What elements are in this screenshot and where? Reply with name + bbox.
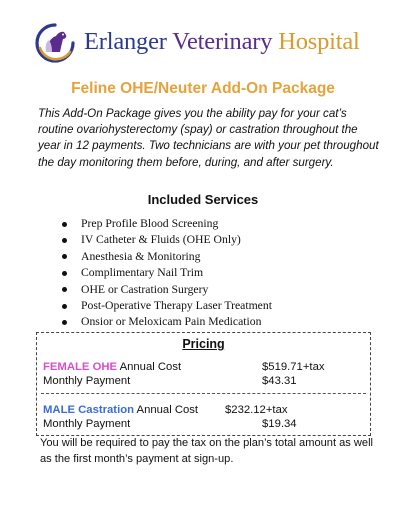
female-annual-value: $519.71+tax <box>262 361 325 373</box>
service-label: Anesthesia & Monitoring <box>81 249 201 263</box>
services-list <box>62 216 272 331</box>
pricing-separator <box>41 393 366 394</box>
service-label: IV Catheter & Fluids (OHE Only) <box>81 233 241 247</box>
hospital-name-word-2: Veterinary <box>172 28 273 55</box>
female-annual-label: Annual Cost <box>119 361 182 373</box>
female-annual-row <box>43 361 181 373</box>
pricing-box <box>36 332 371 436</box>
male-annual-row <box>43 404 198 416</box>
intro-paragraph: This Add-On Package gives you the ability pay for your cat’s routine ovariohysterectomy (spay) or castration throughout the year in 12 payments. Two technicians are with your pet throughout the day monitoring them before, during, and after surgery. <box>38 107 379 169</box>
bullet-icon <box>62 254 67 259</box>
pricing-heading: Pricing <box>182 337 225 351</box>
bullet-icon <box>62 287 67 292</box>
service-label: OHE or Castration Surgery <box>81 282 209 296</box>
male-castration-label: MALE Castration <box>43 404 135 416</box>
male-annual-label: Annual Cost <box>136 404 199 416</box>
bullet-icon <box>62 271 67 276</box>
services-heading: Included Services <box>147 192 259 207</box>
hospital-name-word-1: Erlanger <box>84 28 167 55</box>
male-monthly-value: $19.34 <box>262 418 297 430</box>
list-item <box>62 249 272 265</box>
bullet-icon <box>62 320 67 325</box>
male-annual-value: $232.12+tax <box>225 404 288 416</box>
female-monthly-value: $43.31 <box>262 375 297 387</box>
hospital-name-word-3: Hospital <box>278 28 360 55</box>
female-ohe-label: FEMALE OHE <box>43 361 118 373</box>
header <box>34 18 374 66</box>
list-item <box>62 265 272 281</box>
service-label: Onsior or Meloxicam Pain Medication <box>81 315 262 329</box>
hospital-logo-icon <box>34 22 76 64</box>
male-monthly-label: Monthly Payment <box>43 418 131 430</box>
service-label: Prep Profile Blood Screening <box>81 217 219 230</box>
list-item <box>62 314 272 330</box>
list-item <box>62 216 272 232</box>
list-item <box>62 298 272 314</box>
female-monthly-label: Monthly Payment <box>43 375 131 387</box>
bullet-icon <box>62 222 67 227</box>
bullet-icon <box>62 304 67 309</box>
package-title: Feline OHE/Neuter Add-On Package <box>71 80 335 97</box>
list-item <box>62 282 272 298</box>
service-label: Post-Operative Therapy Laser Treatment <box>81 298 272 312</box>
tax-footnote: You will be required to pay the tax on the plan’s total amount as well as the first month’s payment at sign-up. <box>40 437 374 465</box>
hospital-name <box>84 28 360 56</box>
list-item <box>62 232 272 248</box>
bullet-icon <box>62 238 67 243</box>
service-label: Complimentary Nail Trim <box>81 266 204 280</box>
